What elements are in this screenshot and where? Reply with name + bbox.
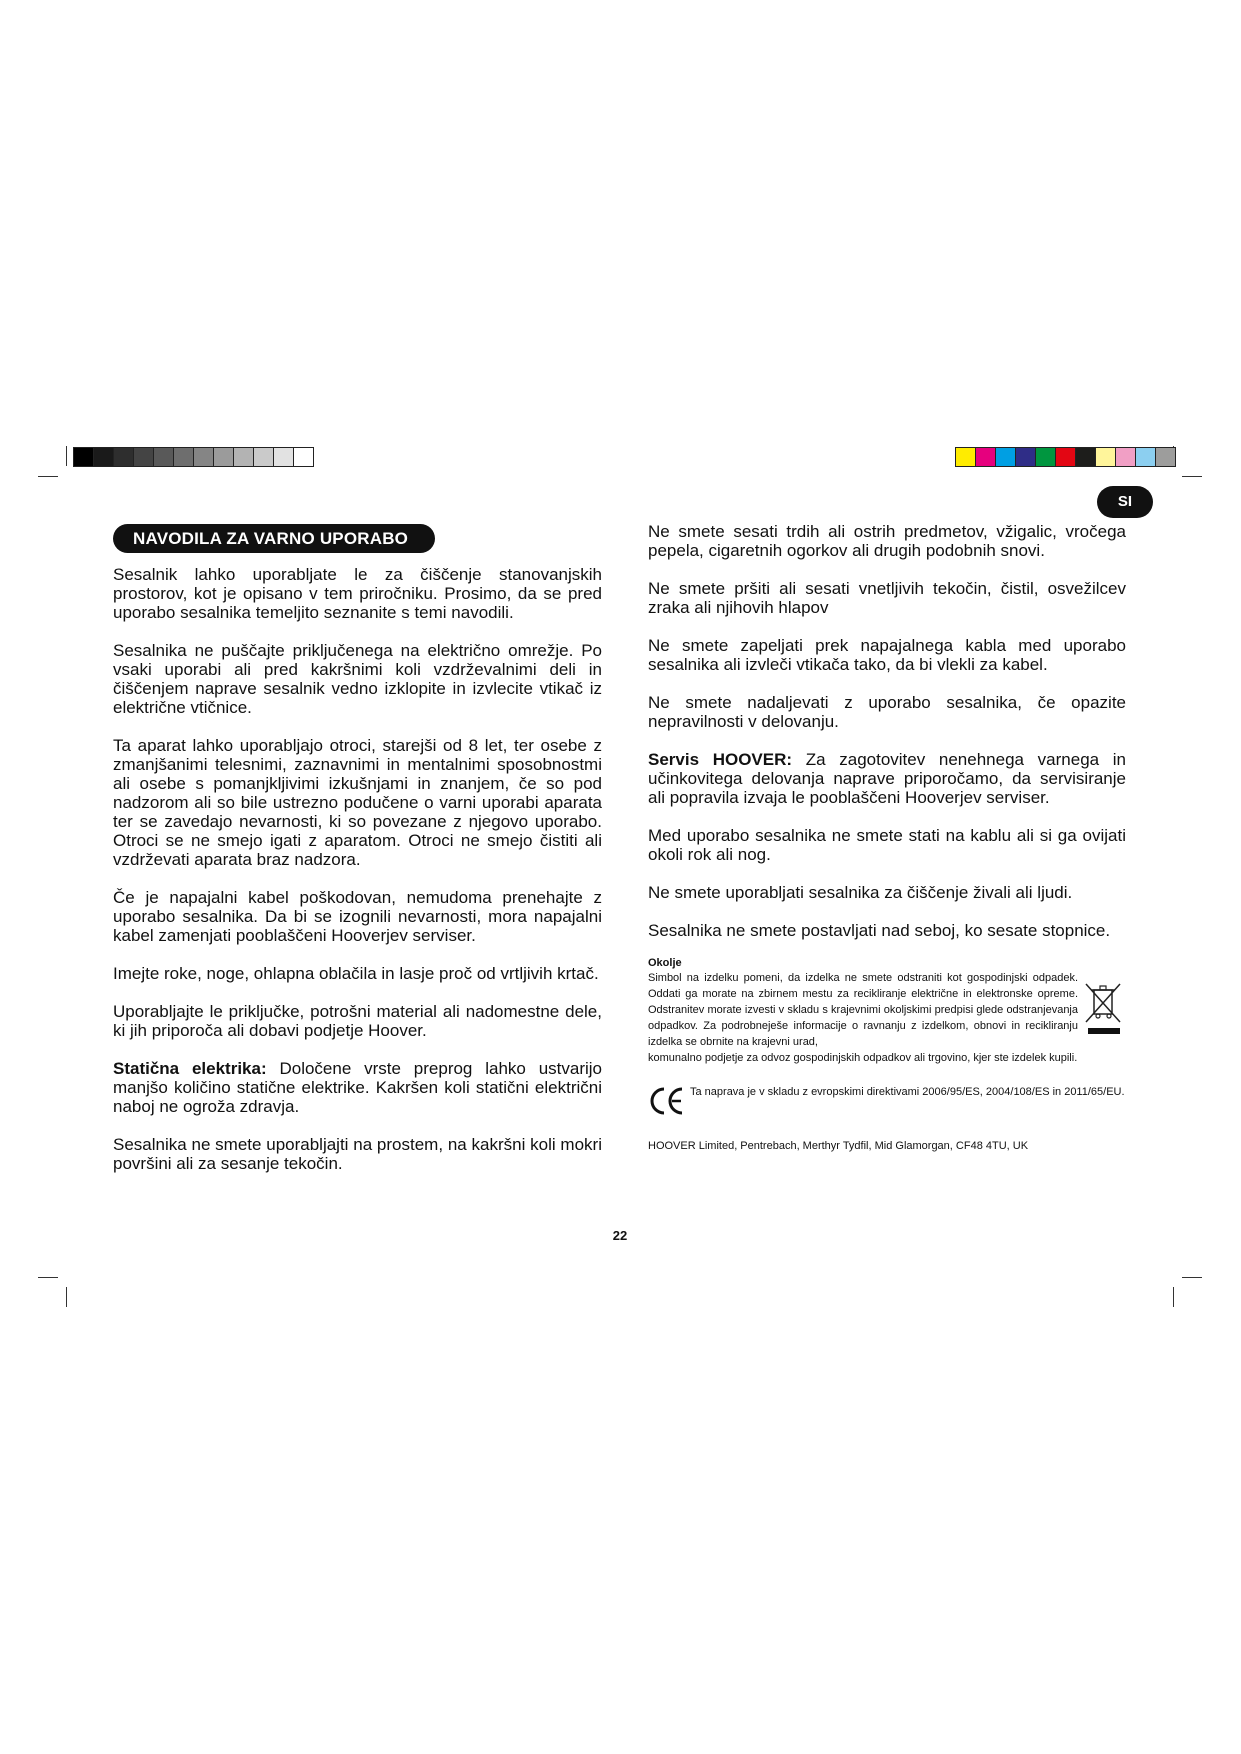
calibration-swatch <box>194 448 214 466</box>
paragraph: Uporabljajte le priključke, potrošni material ali nadomestne dele, ki jih priporoča ali dobavi podjetje Hoover. <box>113 1002 602 1040</box>
registration-mark <box>1182 1277 1202 1278</box>
paragraph: Sesalnika ne puščajte priključenega na električno omrežje. Po vsaki uporabi ali pred kakršnimi koli vzdrževalnimi deli in čiščenjem naprave sesalnik vedno izklopite in izvlecite vtikač iz električne vtičnice. <box>113 641 602 717</box>
paragraph-label: Servis HOOVER: <box>648 750 793 769</box>
color-calibration-strip <box>955 447 1176 467</box>
calibration-swatch <box>1096 448 1116 466</box>
calibration-swatch <box>976 448 996 466</box>
page-number: 22 <box>612 1228 628 1243</box>
paragraph <box>113 1059 602 1116</box>
paragraph: Ta aparat lahko uporabljajo otroci, starejši od 8 let, ter osebe z zmanjšanimi telesnimi, zaznavnimi in mentalnimi sposobnostmi ali osebe s pomanjkljivimi izkušnjami in znanjem, če so pod nadzorom ali so bile ustrezno podučene o varni uporabi aparata ter se zavedajo nevarnosti, ki so povezane z njegovo uporabo. Otroci se ne smejo igati z aparatom. Otroci ne smejo čistiti ali vzdrževati aparata braz nadzora. <box>113 736 602 869</box>
manufacturer-address: HOOVER Limited, Pentrebach, Merthyr Tydfil, Mid Glamorgan, CF48 4TU, UK <box>648 1140 1029 1152</box>
calibration-swatch <box>214 448 234 466</box>
environment-section <box>648 970 1126 1066</box>
paragraph: Ne smete pršiti ali sesati vnetljivih tekočin, čistil, osvežilcev zraka ali njihovih hlapov <box>648 579 1126 617</box>
ce-text: Ta naprava je v skladu z evropskimi direktivami 2006/95/ES, 2004/108/ES in 2011/65/EU. <box>690 1086 1125 1098</box>
paragraph: Imejte roke, noge, ohlapna oblačila in lasje proč od vrtljivih krtač. <box>113 964 599 983</box>
environment-title: Okolje <box>648 957 682 969</box>
section-heading: NAVODILA ZA VARNO UPORABO <box>113 524 435 553</box>
ce-mark-icon <box>648 1086 686 1120</box>
registration-mark <box>38 1277 58 1278</box>
registration-mark <box>38 476 58 477</box>
calibration-swatch <box>94 448 114 466</box>
calibration-swatch <box>1136 448 1156 466</box>
paragraph-text: Določene vrste preprog lahko ustvarijo manjšo količino statične elektrike. Kakršen koli statični električni naboj ne ogroža zdravja. <box>113 1059 602 1116</box>
calibration-swatch <box>274 448 294 466</box>
calibration-swatch <box>114 448 134 466</box>
calibration-swatch <box>174 448 194 466</box>
paragraph: Sesalnika ne smete uporabljajti na prostem, na kakršni koli mokri površini ali za sesanje tekočin. <box>113 1135 602 1173</box>
right-column <box>648 522 1126 1154</box>
calibration-swatch <box>154 448 174 466</box>
calibration-swatch <box>134 448 154 466</box>
calibration-swatch <box>1076 448 1096 466</box>
paragraph: Ne smete sesati trdih ali ostrih predmetov, vžigalic, vročega pepela, cigaretnih ogorkov ali drugih podobnih snovi. <box>648 522 1126 560</box>
registration-mark <box>66 446 67 466</box>
calibration-swatch <box>234 448 254 466</box>
calibration-swatch <box>1156 448 1175 466</box>
calibration-swatch <box>294 448 313 466</box>
calibration-swatch <box>1036 448 1056 466</box>
paragraph-label: Statična elektrika: <box>113 1059 267 1078</box>
environment-text: Simbol na izdelku pomeni, da izdelka ne smete odstraniti kot gospodinjski odpadek. Oddati ga morate na zbirnem mestu za recikliranje električne in elektronske opreme. Odstranitev morate izvesti v skladu s krajevnimi okoljskimi predpisi glede odstranjevanja odpadkov. Za podrobneješe informacije o ravnanju z izdelkom, obnovi in recikliranju izdelka se obrnite na krajevni urad, <box>648 972 1078 1048</box>
environment-text-end: komunalno podjetje za odvoz gospodinjskih odpadkov ali trgovino, kjer ste izdelek kupili. <box>648 1052 1078 1064</box>
calibration-swatch <box>74 448 94 466</box>
paragraph: Ne smete zapeljati prek napajalnega kabla med uporabo sesalnika ali izvleči vtikača tako, da bi vlekli za kabel. <box>648 636 1126 674</box>
calibration-swatch <box>996 448 1016 466</box>
paragraph: Sesalnik lahko uporabljate le za čiščenje stanovanjskih prostorov, kot je opisano v tem priročniku. Prosimo, da se pred uporabo sesalnika temeljito seznanite s temi navodili. <box>113 565 602 622</box>
registration-mark <box>1173 1287 1174 1307</box>
grayscale-calibration-strip <box>73 447 314 467</box>
paragraph: Sesalnika ne smete postavljati nad seboj, ko sesate stopnice. <box>648 921 1111 940</box>
left-column <box>113 565 602 1192</box>
weee-bin-icon <box>1082 982 1124 1040</box>
calibration-swatch <box>956 448 976 466</box>
calibration-swatch <box>1016 448 1036 466</box>
ce-compliance <box>648 1084 1126 1122</box>
calibration-swatch <box>1116 448 1136 466</box>
calibration-swatch <box>254 448 274 466</box>
paragraph: Ne smete uporabljati sesalnika za čiščenje živali ali ljudi. <box>648 883 1073 902</box>
paragraph-text: Za zagotovitev nenehnega varnega in učinkovitega delovanja naprave priporočamo, da servisiranje ali popravila izvaja le pooblaščeni Hooverjev serviser. <box>648 750 1126 807</box>
paragraph: Če je napajalni kabel poškodovan, nemudoma prenehajte z uporabo sesalnika. Da bi se izognili nevarnosti, mora napajalni kabel zamenjati pooblaščeni Hooverjev serviser. <box>113 888 602 945</box>
paragraph <box>648 750 1126 807</box>
registration-mark <box>66 1287 67 1307</box>
registration-mark <box>1182 476 1202 477</box>
paragraph: Med uporabo sesalnika ne smete stati na kablu ali si ga ovijati okoli rok ali nog. <box>648 826 1126 864</box>
language-badge: SI <box>1097 486 1153 518</box>
calibration-swatch <box>1056 448 1076 466</box>
paragraph: Ne smete nadaljevati z uporabo sesalnika, če opazite nepravilnosti v delovanju. <box>648 693 1126 731</box>
